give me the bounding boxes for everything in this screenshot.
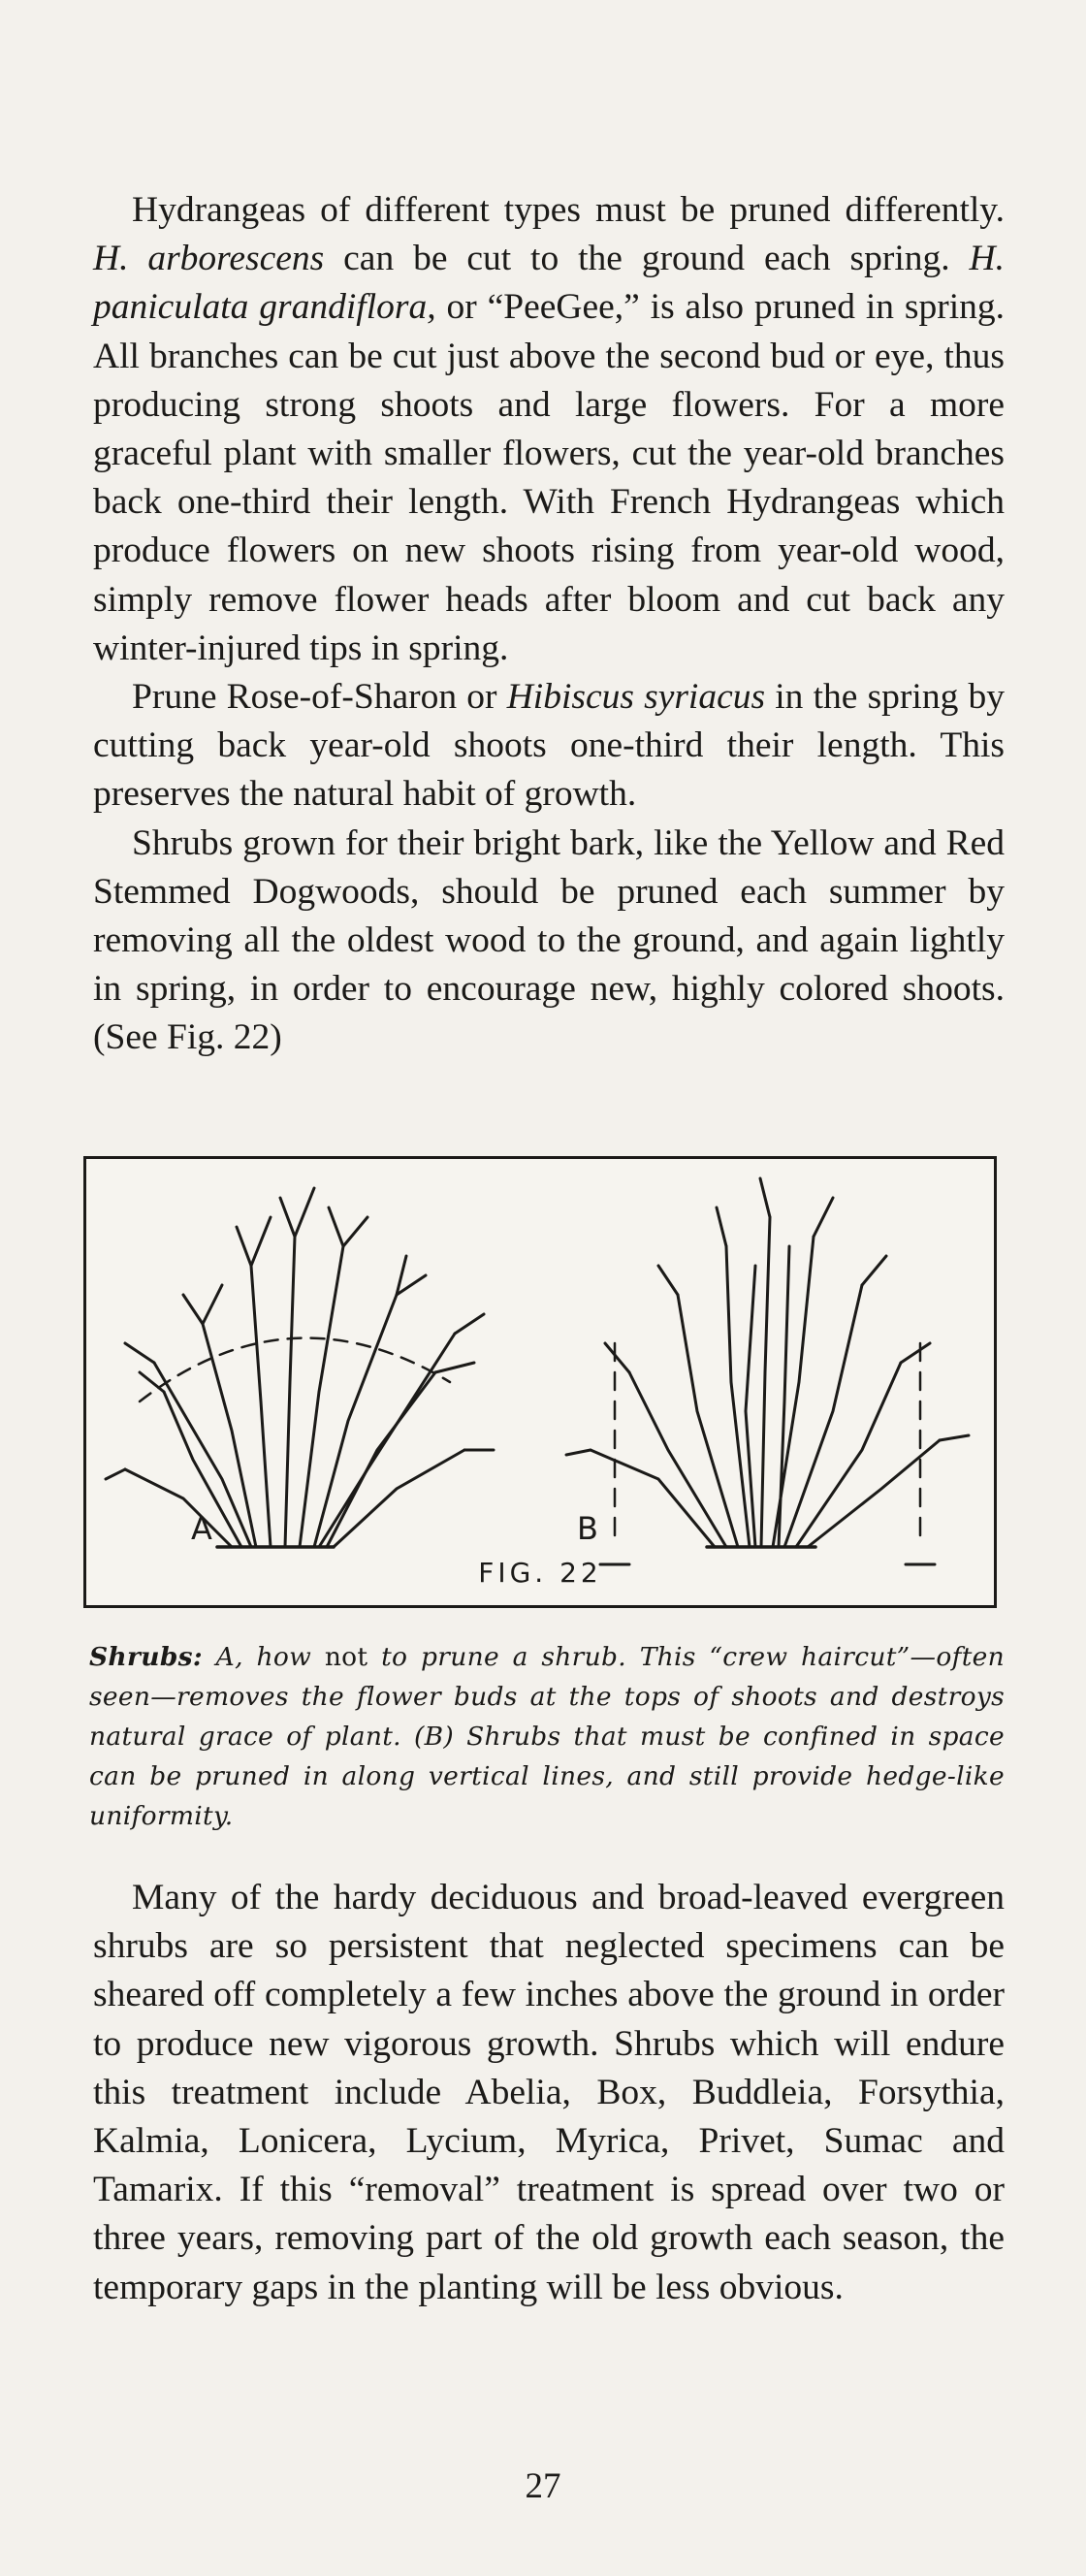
shrub-a-cut-line bbox=[140, 1338, 450, 1401]
paragraph-hardy-shrubs: Many of the hardy deciduous and broad-leaved evergreen shrubs are so persistent that neglected specimens can be sheared off completely a few inches above the ground in order to produce new vigorous growth. Shrubs which will endure this treatment include Abelia, Box, Buddleia, Forsythia, Kalmia, Lonicera, Lycium, Myrica, Privet, Sumac and Tamarix. If this “removal” treatment is spread over two or three years, removing part of the old growth each season, the temporary gaps in the planting will be less obvious. bbox=[93, 1878, 1005, 2307]
text-run: Prune Rose-of-Sharon or bbox=[132, 677, 507, 718]
text-block-top bbox=[93, 186, 1005, 1063]
figure-letter-b: B bbox=[577, 1510, 598, 1547]
caption-run: to prune a shrub. This “crew haircut”—often seen—removes the flower buds at the tops of shoots and destroys natural grace of plant. (B) Shrubs that must be confined in space can be pruned in along vertical lines, and still provide hedge-like uniformity. bbox=[89, 1642, 1005, 1831]
italic-run: Hibiscus syriacus bbox=[506, 677, 766, 718]
text-run: Hydrangeas of different types must be pruned differently. bbox=[132, 190, 1005, 230]
shrub-pruning-illustration bbox=[86, 1159, 994, 1605]
paragraph-hydrangeas bbox=[93, 186, 1005, 673]
shrub-b-cut-lines bbox=[615, 1343, 920, 1547]
italic-run: H. paniculata grandiflora, bbox=[93, 239, 1005, 328]
caption-lead: Shrubs: bbox=[89, 1642, 203, 1672]
text-block-bottom bbox=[93, 1874, 1005, 2312]
figure-letter-a: A bbox=[191, 1510, 212, 1547]
figure-label: FIG. 22 bbox=[478, 1557, 602, 1589]
shrub-a-drawing bbox=[106, 1188, 494, 1547]
caption-run: A, how bbox=[202, 1642, 325, 1672]
text-run: can be cut to the ground each spring. bbox=[324, 239, 970, 279]
italic-run: H. arborescens bbox=[93, 239, 325, 279]
shrub-b-drawing bbox=[566, 1178, 969, 1547]
paragraph-dogwoods: Shrubs grown for their bright bark, like the Yellow and Red Stemmed Dogwoods, should be pruned each summer by removing all the oldest wood to the ground, and again lightly in spring, in order to encourage new, highly colored shoots. (See Fig. 22) bbox=[93, 822, 1005, 1058]
text-run: or “PeeGee,” is also pruned in spring. All branches can be cut just above the second bud or eye, thus producing strong shoots and large flowers. For a more graceful plant with smaller flowers, cut the year-old branches back one-third their length. With French Hydrangeas which produce flowers on new shoots rising from year-old wood, simply remove flower heads after bloom and cut back any winter-injured tips in spring. bbox=[93, 287, 1006, 668]
page-number: 27 bbox=[525, 2466, 561, 2506]
paragraph-rose-of-sharon bbox=[93, 673, 1005, 820]
figure-22 bbox=[83, 1156, 997, 1608]
caption-upright-run: not bbox=[324, 1642, 368, 1672]
figure-caption bbox=[89, 1637, 1005, 1836]
text-run: in the spring by cutting back year-old shoots one-third their length. This preserves the natural habit of growth. bbox=[93, 677, 1005, 815]
